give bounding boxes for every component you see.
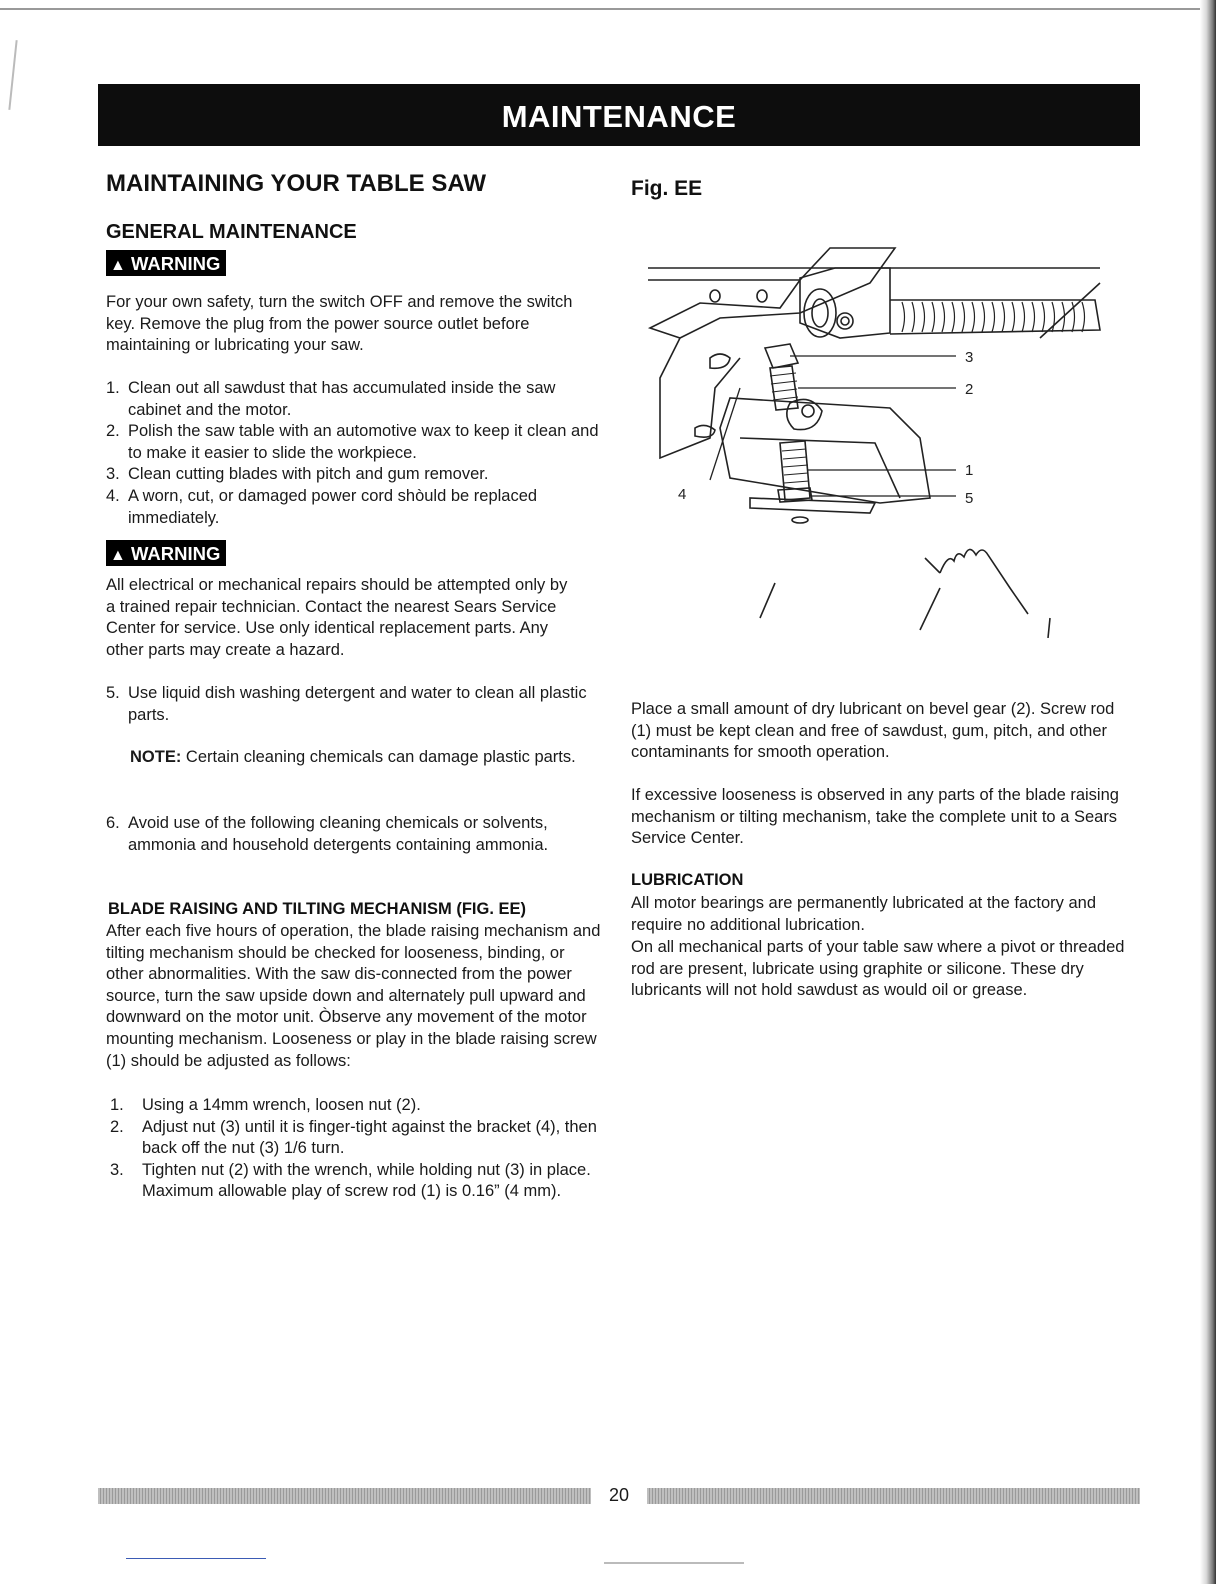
list-item-text: Using a 14mm wrench, loosen nut (2).	[142, 1096, 421, 1114]
warning-1-text: For your own safety, turn the switch OFF and remove the switch key. Remove the plug from the power source outlet before maintaining or lubricating your saw.	[106, 293, 573, 355]
lubrication-text-2: On all mechanical parts of your table saw where a pivot or threaded rod are present, lubricate using graphite or silicone. These dry lubricants will not hold sawdust as would oil or grease.	[631, 938, 1125, 1000]
note-text: Certain cleaning chemicals can damage plastic parts.	[181, 748, 576, 766]
blade-mechanism-heading: BLADE RAISING AND TILTING MECHANISM (FIG. EE)	[108, 900, 526, 918]
footer-bar-left	[98, 1488, 591, 1504]
section-banner: MAINTENANCE	[98, 84, 1140, 146]
figure-label: Fig. EE	[631, 177, 703, 200]
list-item-text: Adjust nut (3) until it is finger-tight against the bracket (4), then back off the nut (3) 1/6 turn.	[142, 1117, 597, 1158]
general-maintenance-heading: GENERAL MAINTENANCE	[106, 221, 357, 243]
list-item-number: 3.	[106, 465, 120, 484]
step-5	[106, 683, 602, 726]
list-item-text: Clean cutting blades with pitch and gum remover.	[128, 465, 489, 484]
list-item	[106, 421, 602, 464]
list-item	[106, 1117, 602, 1160]
list-item-number: 3.	[110, 1160, 124, 1179]
list-item-text: Use liquid dish washing detergent and water to clean all plastic parts.	[128, 684, 587, 724]
callout-4: 4	[678, 486, 687, 503]
lubrication-heading: LUBRICATION	[631, 871, 744, 889]
scan-margin-mark	[8, 40, 17, 110]
note-paragraph	[130, 747, 600, 769]
list-item-number: 1.	[106, 379, 120, 397]
looseness-paragraph: If excessive looseness is observed in any parts of the blade raising mechanism or tilting mechanism, take the complete unit to a Sears Service Center.	[631, 786, 1119, 848]
diagram-bracket	[650, 248, 895, 338]
list-item-number: 1.	[110, 1096, 124, 1114]
warning-triangle-icon: ▲	[110, 257, 126, 274]
list-item-number: 5.	[106, 684, 120, 702]
list-item-number: 4.	[106, 486, 120, 505]
bottom-scan-line	[604, 1562, 744, 1564]
bottom-scan-line	[126, 1558, 266, 1559]
list-item	[106, 1160, 602, 1203]
warning-badge-1	[106, 250, 226, 276]
lubrication-text-1: All motor bearings are permanently lubricated at the factory and require no additional lubrication.	[631, 894, 1096, 934]
list-item	[106, 683, 602, 726]
warning-2-text: All electrical or mechanical repairs should be attempted only by a trained repair technician. Contact the nearest Sears Service Center for service. Use only identical replacement parts. Any other parts may create a hazard.	[106, 576, 568, 659]
diagram-bevel-gear-2	[787, 399, 822, 429]
blade-mechanism-text: After each five hours of operation, the blade raising mechanism and tilting mechanism should be checked for looseness, binding, or other abnormalities. With the saw dis-connected from the power source, turn the saw upside down and alternately pull upward and downward on the motor unit. Òbserve any movement of the motor mounting mechanism. Looseness or play in the blade raising screw (1) should be adjusted as follows:	[106, 922, 601, 1070]
footer-bar-right	[647, 1488, 1140, 1504]
list-item-text: Clean out all sawdust that has accumulated inside the saw cabinet and the motor.	[128, 379, 556, 419]
diagram-saw-blade	[940, 549, 1028, 614]
callout-5: 5	[965, 490, 974, 507]
list-item-text: Avoid use of the following cleaning chemicals or solvents, ammonia and household detergents containing ammonia.	[128, 814, 549, 854]
step-6	[106, 813, 602, 856]
list-item	[106, 486, 602, 529]
list-item	[106, 813, 602, 856]
list-item-text: Tighten nut (2) with the wrench, while holding nut (3) in place. Maximum allowable play of screw rod (1) is 0.16” (4 mm).	[142, 1160, 591, 1201]
list-item	[106, 464, 602, 486]
warning-badge-label: WARNING	[130, 543, 221, 564]
list-item-text: Polish the saw table with an automotive wax to keep it clean and to make it easier to slide the workpiece.	[128, 422, 599, 462]
diagram-mounting-frame	[720, 398, 930, 503]
page-title: MAINTAINING YOUR TABLE SAW	[106, 170, 486, 197]
adjustment-steps-list	[106, 1095, 602, 1203]
warning-badge-2	[106, 540, 226, 566]
callout-1: 1	[965, 462, 974, 479]
lubricant-paragraph: Place a small amount of dry lubricant on bevel gear (2). Screw rod (1) must be kept clean and free of sawdust, gum, pitch, and other contaminants for smooth operation.	[631, 700, 1115, 762]
list-item-text: A worn, cut, or damaged power cord shòuld be replaced immediately.	[128, 486, 538, 527]
list-item	[106, 378, 602, 421]
warning-badge-label: WARNING	[130, 253, 221, 274]
note-label: NOTE:	[130, 748, 182, 766]
list-item-number: 2.	[110, 1117, 124, 1136]
maintenance-steps-list	[106, 378, 602, 529]
list-item	[106, 1095, 602, 1117]
callout-3: 3	[965, 349, 974, 366]
list-item-number: 6.	[106, 814, 120, 832]
warning-triangle-icon: ▲	[110, 547, 126, 564]
page-number: 20	[608, 1485, 630, 1505]
scan-page-edge	[1200, 0, 1216, 1584]
leader-line-4	[710, 388, 740, 480]
top-edge-line	[0, 8, 1200, 10]
list-item-number: 2.	[106, 422, 120, 441]
blade-mechanism-diagram	[640, 238, 1110, 638]
callout-2: 2	[965, 381, 974, 398]
